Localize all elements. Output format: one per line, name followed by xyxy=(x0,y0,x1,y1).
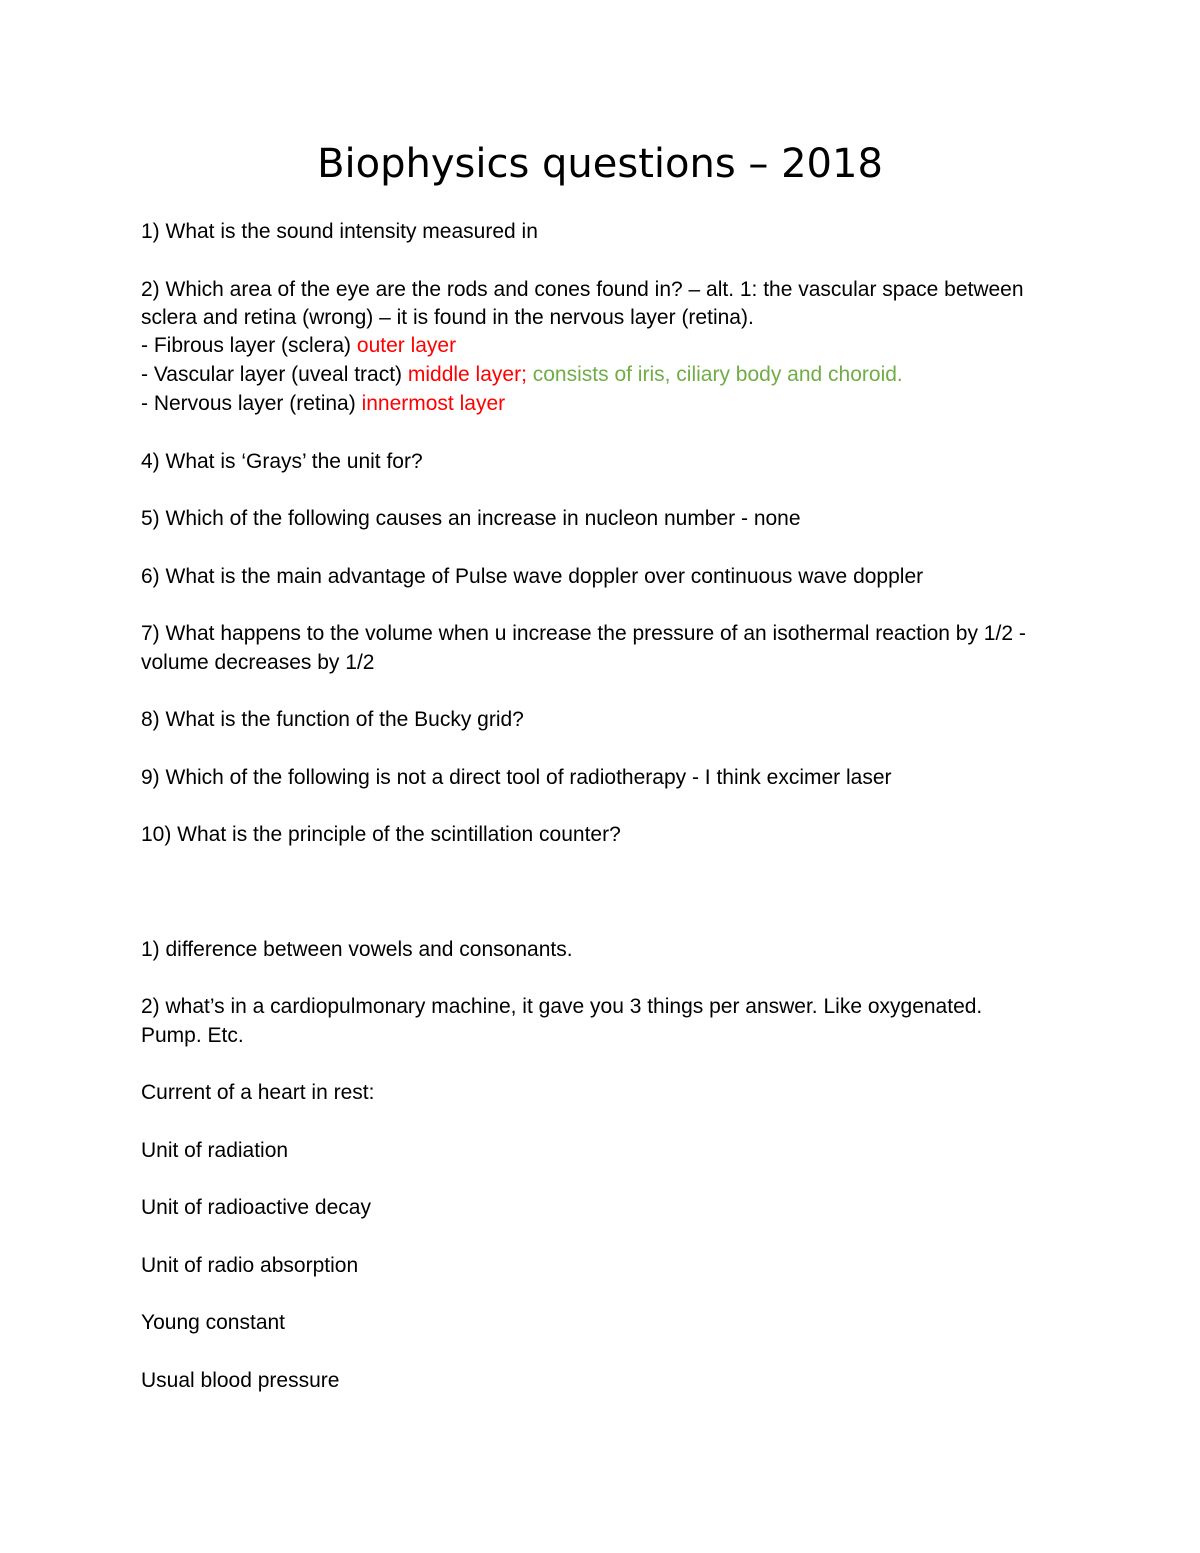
layer-nervous xyxy=(141,390,1071,418)
question-6: 6) What is the main advantage of Pulse wave doppler over continuous wave doppler xyxy=(141,565,924,588)
layer-position: middle layer; xyxy=(407,363,527,386)
more-question-2-line-1: 2) what’s in a cardiopulmonary machine, it gave you 3 things per answer. Like oxygenated. xyxy=(141,995,983,1018)
question-9: 9) Which of the following is not a direct tool of radiotherapy - I think excimer laser xyxy=(141,766,892,789)
question-1: 1) What is the sound intensity measured in xyxy=(141,220,538,243)
list-item: Current of a heart in rest: xyxy=(141,1081,375,1104)
question-5: 5) Which of the following causes an increase in nucleon number - none xyxy=(141,507,801,530)
list-item: Usual blood pressure xyxy=(141,1369,340,1392)
list-item: Young constant xyxy=(141,1311,286,1334)
question-4: 4) What is ‘Grays’ the unit for? xyxy=(141,450,423,473)
list-item: Unit of radiation xyxy=(141,1139,289,1162)
layer-note: consists of iris, ciliary body and choroid. xyxy=(526,363,903,386)
layer-fibrous xyxy=(141,332,1071,360)
more-question-1: 1) difference between vowels and consonants. xyxy=(141,938,573,961)
question-10: 10) What is the principle of the scintillation counter? xyxy=(141,823,621,846)
layer-label: - Fibrous layer (sclera) xyxy=(141,334,357,357)
layer-label: - Vascular layer (uveal tract) xyxy=(141,363,408,386)
question-8: 8) What is the function of the Bucky grid? xyxy=(141,708,524,731)
list-item: Unit of radioactive decay xyxy=(141,1196,371,1219)
question-7-line-1: 7) What happens to the volume when u increase the pressure of an isothermal reaction by 1/2 - xyxy=(141,622,1026,645)
question-2-line-2: sclera and retina (wrong) – it is found in the nervous layer (retina). xyxy=(141,306,754,329)
question-2-line-1: 2) Which area of the eye are the rods and cones found in? – alt. 1: the vascular space between xyxy=(141,278,1024,301)
list-item: Unit of radio absorption xyxy=(141,1254,359,1277)
layer-label: - Nervous layer (retina) xyxy=(141,392,362,415)
page-title: Biophysics questions – 2018 xyxy=(317,141,883,187)
question-7-line-2: volume decreases by 1/2 xyxy=(141,651,375,674)
more-question-2-line-2: Pump. Etc. xyxy=(141,1024,244,1047)
layer-vascular xyxy=(141,361,1071,389)
layer-position: outer layer xyxy=(356,334,457,357)
layer-position: innermost layer xyxy=(361,392,506,415)
